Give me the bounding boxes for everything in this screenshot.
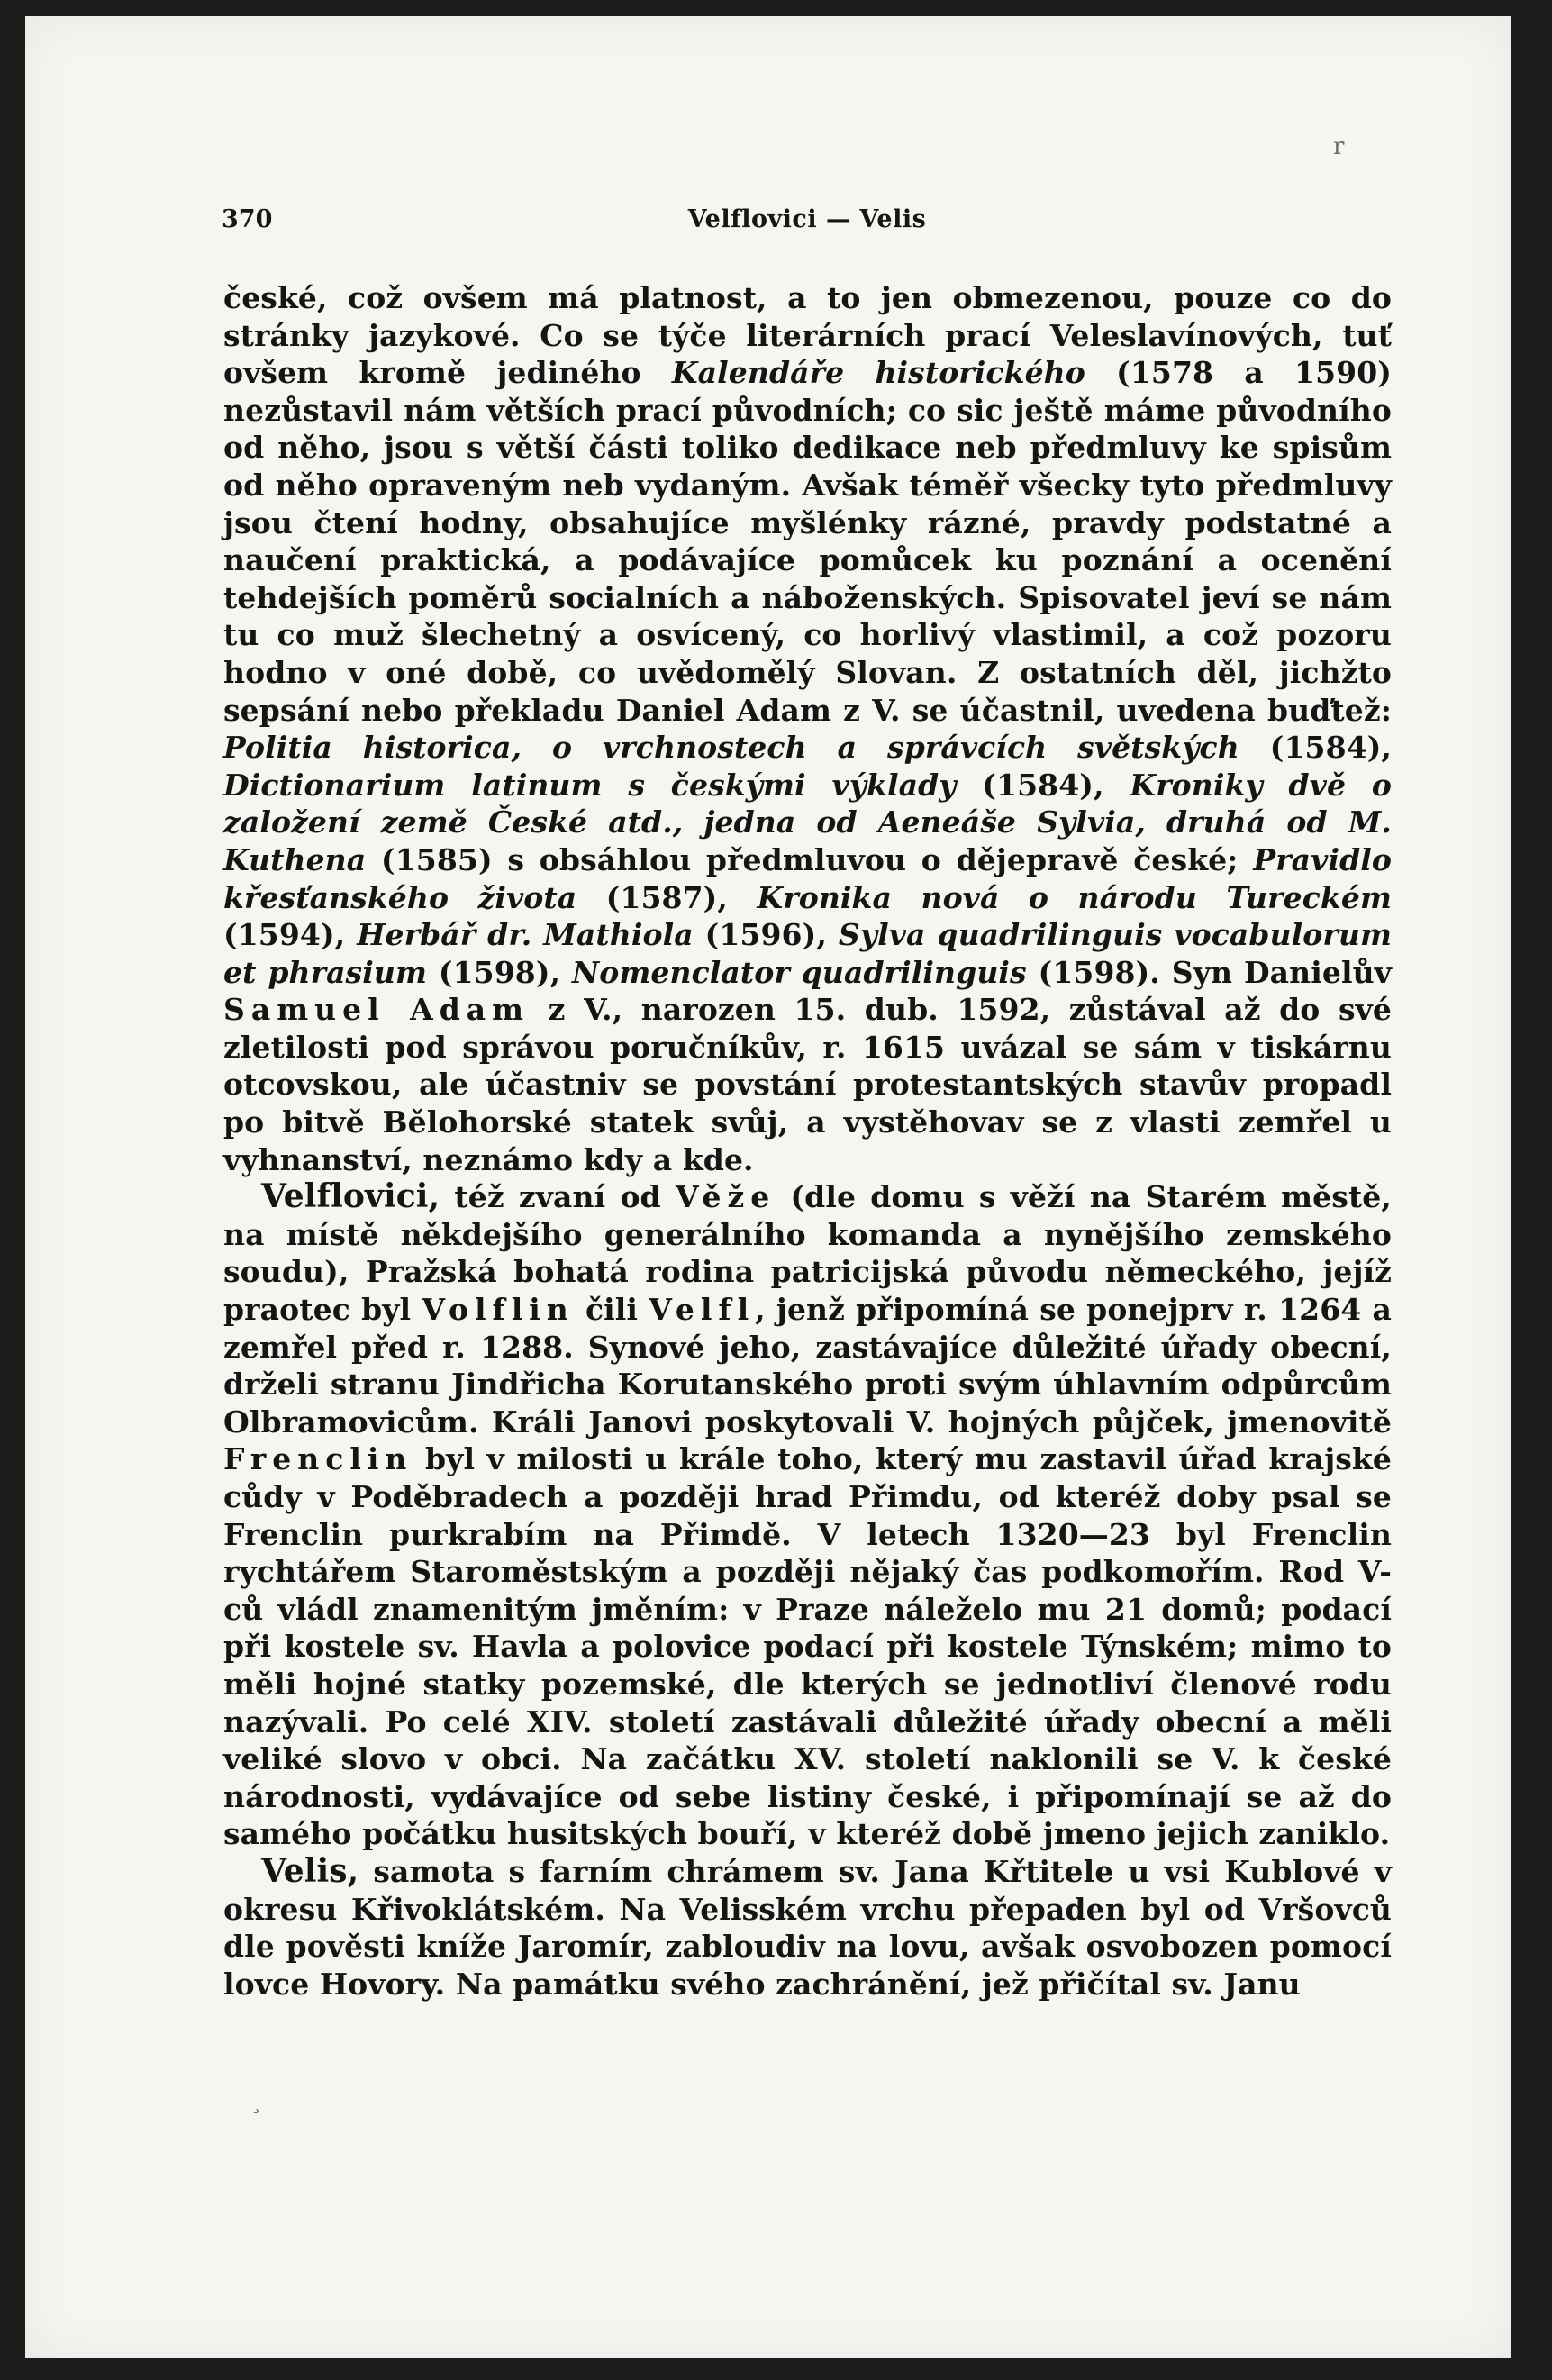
entry-headword: Velis, xyxy=(261,1851,359,1890)
text-run: české, což ovšem má platnost, a to jen obmezenou, pouze co do stránky jazykové. Co se týče literárních prací Veleslavínových, tuť ovšem kromě jediného xyxy=(223,280,1392,391)
italic-title: Politia historica, o vrchnostech a správcích světských xyxy=(223,730,1239,766)
italic-title: Sylva quadrilinguis vocabulorum et phrasium xyxy=(223,917,1392,990)
text-run: čili xyxy=(574,1292,649,1328)
entry-velis xyxy=(223,1853,1392,2003)
spaced-name: Frenclin xyxy=(223,1441,413,1477)
spaced-name: Velfl xyxy=(649,1292,756,1328)
text-run: (1594), xyxy=(223,917,358,953)
text-run: (1578 a 1590) nezůstavil nám větších prací původních; co sic ještě máme původního od něho, jsou s větší části toliko dedikace neb předmluvy ke spisům od něho opraveným neb vydaným. Avšak téměř všecky tyto předmluvy jsou čtení hodny, obsahujíce myšlénky rázné, pravdy podstatné a naučení praktická, a podávajíce pomůcek ku poznání a ocenění tehdejších poměrů socialních a náboženských. Spisovatel jeví se nám tu co muž šlechetný a osvícený, co horlivý vlastimil, a což pozoru hodno v oné době, co uvědomělý Slovan. Z ostatních děl, jichžto sepsání nebo překladu Daniel Adam z V. se účastnil, uvedena buďtež: xyxy=(223,355,1392,728)
italic-title: Dictionarium latinum s českými výklady xyxy=(223,767,957,803)
book-page xyxy=(25,16,1511,2358)
body-text xyxy=(223,279,1392,2003)
text-run: též zvaní od xyxy=(440,1179,676,1215)
margin-mark: ¸ xyxy=(250,2088,262,2115)
page-header xyxy=(222,205,1393,241)
entry-velflovici xyxy=(223,1178,1392,1853)
text-run: (1584), xyxy=(956,767,1130,803)
italic-title: Nomenclator quadrilinguis xyxy=(572,954,1027,990)
text-run: (1598), xyxy=(426,954,573,990)
italic-title: Kroniky dvě o založení země České atd., jedna od Aeneáše Sylvia, druhá od M. Kuthena xyxy=(223,767,1392,877)
text-run: z V., narozen 15. dub. 1592, zůstával až do své zletilosti pod správou poručníkův, r. 1615 uvázal se sám v tiskárnu otcovskou, ale účastniv se povstání protestantských stavův propadl po bitvě Bělohorské statek svůj, a vystěhovav se z vlasti zemřel u vyhnanství, neznámo kdy a kde. xyxy=(223,992,1392,1177)
text-run: (dle domu s věží na Starém městě, na místě někdejšího generálního komanda a nynějšího zemského soudu), Pražská bohatá rodina patricijská původu německého, jejíž praotec byl xyxy=(223,1179,1392,1328)
text-run: (1596), xyxy=(693,917,839,953)
text-run: (1585) s obsáhlou předmluvou o dějepravě české; xyxy=(366,841,1254,877)
paragraph-continuation xyxy=(223,279,1392,1178)
italic-title: Kalendáře historického xyxy=(671,355,1085,391)
running-head: Velflovici — Velis xyxy=(687,205,927,233)
text-run: , jenž připomíná se ponejprv r. 1264 a zemřel před r. 1288. Synové jeho, zastávajíce důležité úřady obecní, drželi stranu Jindřicha Korutanského proti svým úhlavním odpůrcům Olbramovicům. Králi Janovi poskytovali V. hojných půjček, jmenovitě xyxy=(223,1292,1392,1440)
spaced-name: Samuel Adam xyxy=(223,992,531,1028)
italic-title: Kronika nová o národu Tureckém xyxy=(757,879,1392,915)
italic-title: Herbář dr. Mathiola xyxy=(357,917,694,953)
text-run: samota s farním chrámem sv. Jana Křtitele u vsi Kublové v okresu Křivoklátském. Na Velisském vrchu přepaden byl od Vršovců dle pověsti kníže Jaromír, zabloudiv na lovu, avšak osvobozen pomocí lovce Hovory. Na památku svého zachránění, jež přičítal sv. Janu xyxy=(223,1853,1392,2002)
spaced-name: Věže xyxy=(675,1179,776,1215)
spaced-name: Volflin xyxy=(422,1292,575,1328)
text-run: (1598). Syn Danielův xyxy=(1026,954,1392,990)
entry-headword: Velflovici, xyxy=(261,1177,440,1216)
text-run: (1587), xyxy=(576,879,758,915)
text-run: byl v milosti u krále toho, který mu zastavil úřad krajské cůdy v Poděbradech a později hrad Přimdu, od kteréž doby psal se Frenclin purkrabím na Přimdě. V letech 1320—23 byl Frenclin rychtářem Staroměstským a později nějaký čas podkomořím. Rod V-ců vládl znamenitým jměním: v Praze náleželo mu 21 domů; podací při kostele sv. Havla a polovice podací při kostele Týnském; mimo to měli hojné statky pozemské, dle kterých se jednotliví členové rodu nazývali. Po celé XIV. století zastávali důležité úřady obecní a měli veliké slovo v obci. Na začátku XV. století naklonili se V. k české národnosti, vydávajíce od sebe listiny české, i připomínají se až do samého počátku husitských bouří, v kteréž době jmeno jejich zaniklo. xyxy=(223,1441,1392,1852)
margin-mark: r xyxy=(1333,133,1345,160)
page-number: 370 xyxy=(222,205,273,233)
text-run: (1584), xyxy=(1239,730,1392,766)
italic-title: Pravidlo křesťanského života xyxy=(223,841,1392,915)
